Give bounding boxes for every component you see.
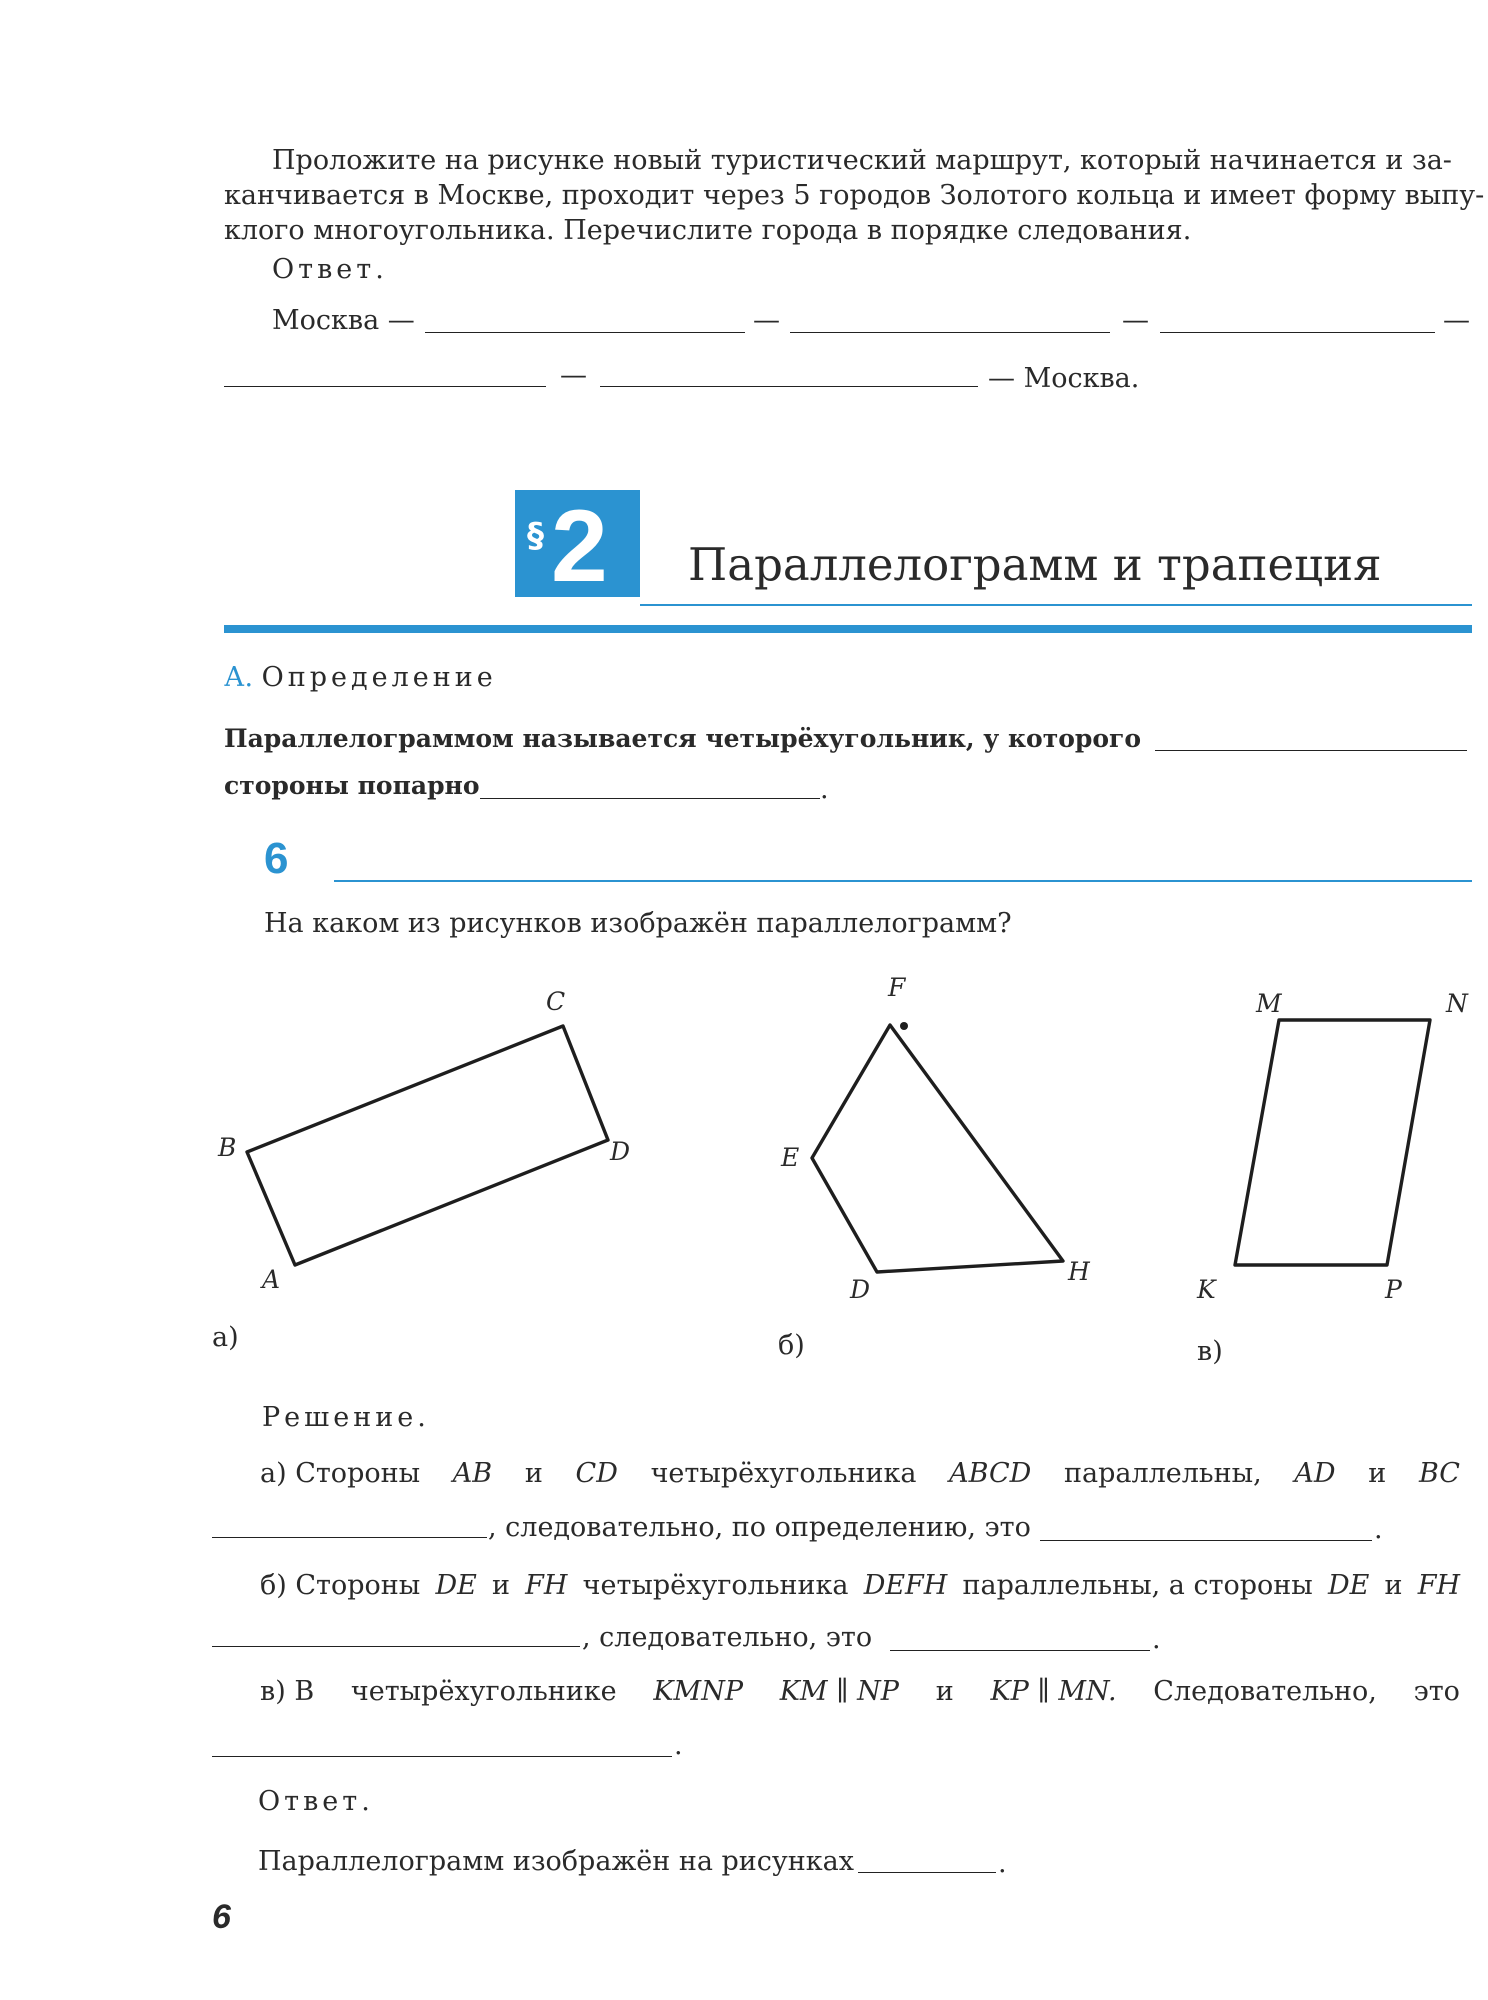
route-blank-5[interactable] bbox=[600, 386, 978, 387]
section-thin-rule bbox=[640, 604, 1472, 606]
vertex-label: A bbox=[262, 1265, 281, 1294]
solution-c-prefix: в) В bbox=[260, 1676, 315, 1707]
task-number: 6 bbox=[264, 834, 289, 883]
answer-end: . bbox=[998, 1848, 1007, 1879]
definition-period: . bbox=[820, 774, 829, 805]
intro-line-3: клого многоугольника. Перечислите города в порядке следования. bbox=[224, 215, 1192, 246]
vertex-label: N bbox=[1446, 989, 1468, 1018]
route-dash-4: — bbox=[560, 360, 587, 391]
route-blank-2[interactable] bbox=[790, 332, 1110, 333]
route-dash-2: — bbox=[1122, 305, 1149, 336]
solution-c-end: . bbox=[674, 1730, 683, 1761]
figure-b bbox=[780, 973, 1091, 1304]
intro-answer-label: Ответ. bbox=[272, 254, 388, 285]
solution-b-line-1 bbox=[260, 1570, 1460, 1601]
quad-name: ABCD bbox=[949, 1458, 1032, 1489]
answer-blank[interactable] bbox=[858, 1872, 996, 1873]
route-blank-4[interactable] bbox=[224, 386, 546, 387]
route-end: — Москва. bbox=[988, 363, 1140, 394]
solution-a-line-2: , следовательно, по определению, это bbox=[488, 1512, 1031, 1543]
definition-label: Определение bbox=[261, 662, 497, 693]
side-de: DE bbox=[1327, 1570, 1370, 1601]
word-quadrilateral: четырёхугольника bbox=[650, 1458, 917, 1489]
definition-letter: А. bbox=[224, 662, 254, 693]
quad-abcd bbox=[247, 1026, 608, 1265]
solution-a-end: . bbox=[1374, 1514, 1383, 1545]
conj: и bbox=[1368, 1458, 1387, 1489]
word-quadrilateral: четырёхугольнике bbox=[350, 1676, 617, 1707]
section-title: Параллелограмм и трапеция bbox=[688, 538, 1382, 591]
solution-b-blank-2[interactable] bbox=[890, 1650, 1150, 1651]
quad-defh bbox=[812, 1025, 1063, 1272]
solution-c-line-1 bbox=[260, 1676, 1460, 1707]
vertex-label: B bbox=[218, 1133, 237, 1162]
definition-line-1: Параллелограммом называется четырёхугольник, у которого bbox=[224, 724, 1142, 753]
word-therefore: Следовательно, bbox=[1153, 1676, 1377, 1707]
relation-2: KP ∥ MN. bbox=[990, 1676, 1117, 1707]
definition-line-2: стороны попарно bbox=[224, 771, 480, 800]
figure-caption-a: а) bbox=[212, 1322, 239, 1353]
figure-a bbox=[217, 987, 630, 1294]
route-start: Москва — bbox=[272, 305, 415, 336]
section-number: 2 bbox=[551, 489, 608, 603]
side-ab: AB bbox=[452, 1458, 493, 1489]
side-fh: FH bbox=[525, 1570, 568, 1601]
vertex-label: K bbox=[1197, 1275, 1216, 1304]
side-ad: AD bbox=[1294, 1458, 1336, 1489]
solution-b-prefix: б) Стороны bbox=[260, 1570, 421, 1601]
solution-a-line-1 bbox=[260, 1458, 1460, 1489]
definition-blank-1[interactable] bbox=[1155, 750, 1467, 751]
solution-a-prefix: а) Стороны bbox=[260, 1458, 421, 1489]
route-dash-3: — bbox=[1443, 305, 1470, 336]
figure-caption-b: б) bbox=[778, 1330, 805, 1361]
point-mark bbox=[900, 1022, 908, 1030]
quad-kmnp bbox=[1235, 1020, 1430, 1265]
task-rule bbox=[334, 880, 1472, 882]
route-dash-1: — bbox=[753, 305, 780, 336]
section-symbol: § bbox=[527, 516, 544, 556]
word-quadrilateral: четырёхугольника bbox=[582, 1570, 849, 1601]
conj: и bbox=[524, 1458, 543, 1489]
relation-1: KM ∥ NP bbox=[779, 1676, 899, 1707]
solution-a-blank-2[interactable] bbox=[1040, 1540, 1372, 1541]
vertex-label: P bbox=[1385, 1275, 1402, 1304]
intro-line-1: Проложите на рисунке новый туристический маршрут, который начинается и за- bbox=[272, 145, 1452, 176]
definition-heading bbox=[224, 662, 497, 693]
definition-blank-2[interactable] bbox=[480, 798, 820, 799]
vertex-label: M bbox=[1256, 989, 1282, 1018]
solution-b-blank-1[interactable] bbox=[212, 1646, 580, 1647]
quad-name: DEFH bbox=[863, 1570, 948, 1601]
solution-b-end: . bbox=[1152, 1624, 1161, 1655]
intro-line-2: канчивается в Москве, проходит через 5 городов Золотого кольца и имеет форму выпу- bbox=[224, 180, 1485, 211]
solution-b-line-2: , следовательно, это bbox=[582, 1622, 873, 1653]
word-parallel: параллельны, bbox=[1063, 1458, 1262, 1489]
vertex-label: H bbox=[1068, 1257, 1090, 1286]
route-blank-1[interactable] bbox=[425, 332, 745, 333]
vertex-label: D bbox=[850, 1275, 871, 1304]
side-de: DE bbox=[435, 1570, 477, 1601]
side-fh: FH bbox=[1417, 1570, 1460, 1601]
vertex-label: D bbox=[610, 1137, 631, 1166]
answer-text: Параллелограмм изображён на рисунках bbox=[258, 1846, 854, 1877]
task-question: На каком из рисунков изображён параллелограмм? bbox=[264, 908, 1012, 939]
figure-caption-c: в) bbox=[1197, 1336, 1223, 1367]
word-this: это bbox=[1413, 1676, 1460, 1707]
vertex-label: E bbox=[781, 1143, 800, 1172]
page-number: 6 bbox=[212, 1898, 231, 1936]
conj: и bbox=[935, 1676, 954, 1707]
side-bc: BC bbox=[1418, 1458, 1460, 1489]
conj: и bbox=[491, 1570, 510, 1601]
solution-a-blank-1[interactable] bbox=[212, 1537, 487, 1538]
route-blank-3[interactable] bbox=[1160, 332, 1435, 333]
side-cd: CD bbox=[575, 1458, 618, 1489]
vertex-label: C bbox=[546, 987, 566, 1016]
solution-label: Решение. bbox=[262, 1402, 430, 1433]
figure-c bbox=[1196, 989, 1469, 1304]
section-badge bbox=[515, 489, 640, 603]
word-parallel: параллельны, а стороны bbox=[962, 1570, 1313, 1601]
answer-label: Ответ. bbox=[258, 1786, 374, 1817]
vertex-label: F bbox=[888, 973, 906, 1002]
solution-c-blank[interactable] bbox=[212, 1756, 672, 1757]
quad-name: KMNP bbox=[653, 1676, 743, 1707]
conj: и bbox=[1384, 1570, 1403, 1601]
section-thick-rule bbox=[224, 625, 1472, 633]
